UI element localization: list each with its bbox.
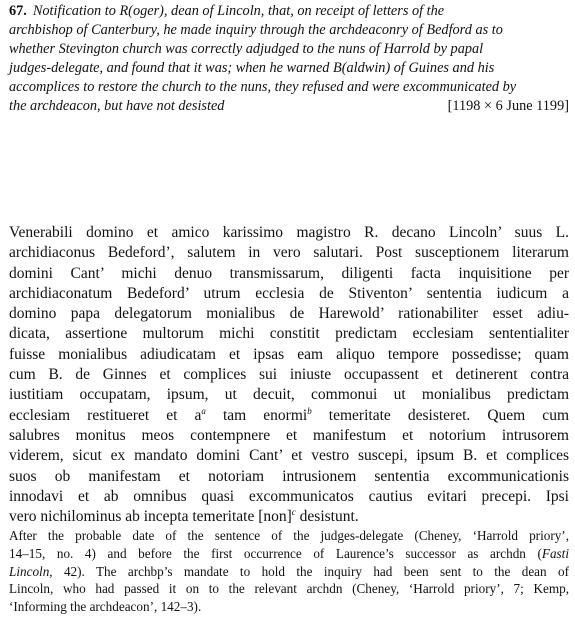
commentary-line: After the probable date of the sentence of the judges-delegate (Cheney, ‘Harrold priory’,: [9, 528, 569, 543]
text-line: domini Cant’ michi denuo transmissarum, diligenti facta inquisitione per: [9, 264, 569, 282]
text-line: salubres monitus meos contempnere et manifestum et notorium intrusorem: [9, 426, 569, 444]
commentary-line: Lincoln, 42). The archbp’s mandate to hold the inquiry had been sent to the dean of: [9, 563, 569, 579]
text-line: vero nichilominus ab incepta temeritate [non]$^c$ desistunt.: [9, 507, 359, 526]
text-line: archidiaconus Bedeford’, salutem in vero salutari. Post susceptionem literarum: [9, 244, 569, 262]
text-line: cum B. de Ginnes et complices sui iniuste occupassent et detinerent contra: [9, 366, 569, 384]
commentary-line: Lincoln, who had passed it on to the relevant archdn (Cheney, ‘Harrold priory’, 7; Kemp,: [9, 581, 569, 597]
commentary-line: ‘Informing the archdeacon’, 142–3).: [9, 599, 202, 615]
heading-line: judges-delegate, and found that it was; when he warned B(aldwin) of Guines and his: [9, 60, 495, 76]
text-line: archidiaconatum Bedeford’ utrum ecclesia de Stiventon’ sententia iudicum a: [9, 284, 569, 302]
text-line: suos ob manifestam et notoriam intrusionem sententia excommunicationis: [9, 467, 569, 485]
commentary-line: 14–15, no. 4) and before the first occurrence of Laurence’s successor as archdn (Fasti: [9, 545, 569, 561]
entry-number: 67.: [9, 3, 27, 19]
commentary-note: [9, 527, 569, 616]
heading-line: 67. Notification to R(oger), dean of Lincoln, that, on receipt of letters of the: [9, 3, 445, 19]
entry-heading: [9, 2, 569, 116]
heading-line: the archdeacon, but have not desisted [1198 × 6 June 1199]: [9, 98, 569, 114]
heading-line: accomplices to restore the church to the nuns, they refused and were excommunicated by: [9, 79, 517, 95]
text-line: Venerabili domino et amico karissimo magistro R. decano Lincoln’ suus L.: [9, 224, 569, 241]
heading-line: archbishop of Canterbury, he made inquiry through the archdeaconry of Bedford as to: [9, 22, 503, 38]
latin-text: [9, 223, 569, 527]
text-line: fuisse monialibus adiudicatam et ipsas eam aliquo tempore possedisse; quam: [9, 345, 569, 363]
text-line: viderem, sicut ex mandato domini Cant’ et vestro suscepi, ipsum B. et complices: [9, 447, 569, 465]
text-line: dicata, assertione multorum michi constitit predictam ecclesiam sententialiter: [9, 325, 569, 343]
text-line: iustitiam occupatam, ipsum, ut decuit, commonui ut monialibus predictam: [9, 386, 569, 404]
text-line: domino papa delegatorum monialibus de Harewold’ rationabiliter esset adiu-: [9, 305, 569, 323]
text-line: innodavi et ab omnibus quasi excommunicatos cautius evitari precepi. Ipsi: [9, 487, 569, 505]
text-line: ecclesiam restitueret et $a^a$ tam enormi$^b$ temeritate desisteret. Quem cum: [9, 405, 569, 424]
footnote-marker-b: b: [307, 405, 312, 416]
footnote-marker-c: c: [291, 507, 296, 518]
heading-line: whether Stevington church was correctly adjudged to the nuns of Harrold by papal: [9, 41, 484, 57]
footnote-marker-a: a: [201, 405, 206, 416]
entry-date: [1198 × 6 June 1199]: [447, 98, 569, 114]
